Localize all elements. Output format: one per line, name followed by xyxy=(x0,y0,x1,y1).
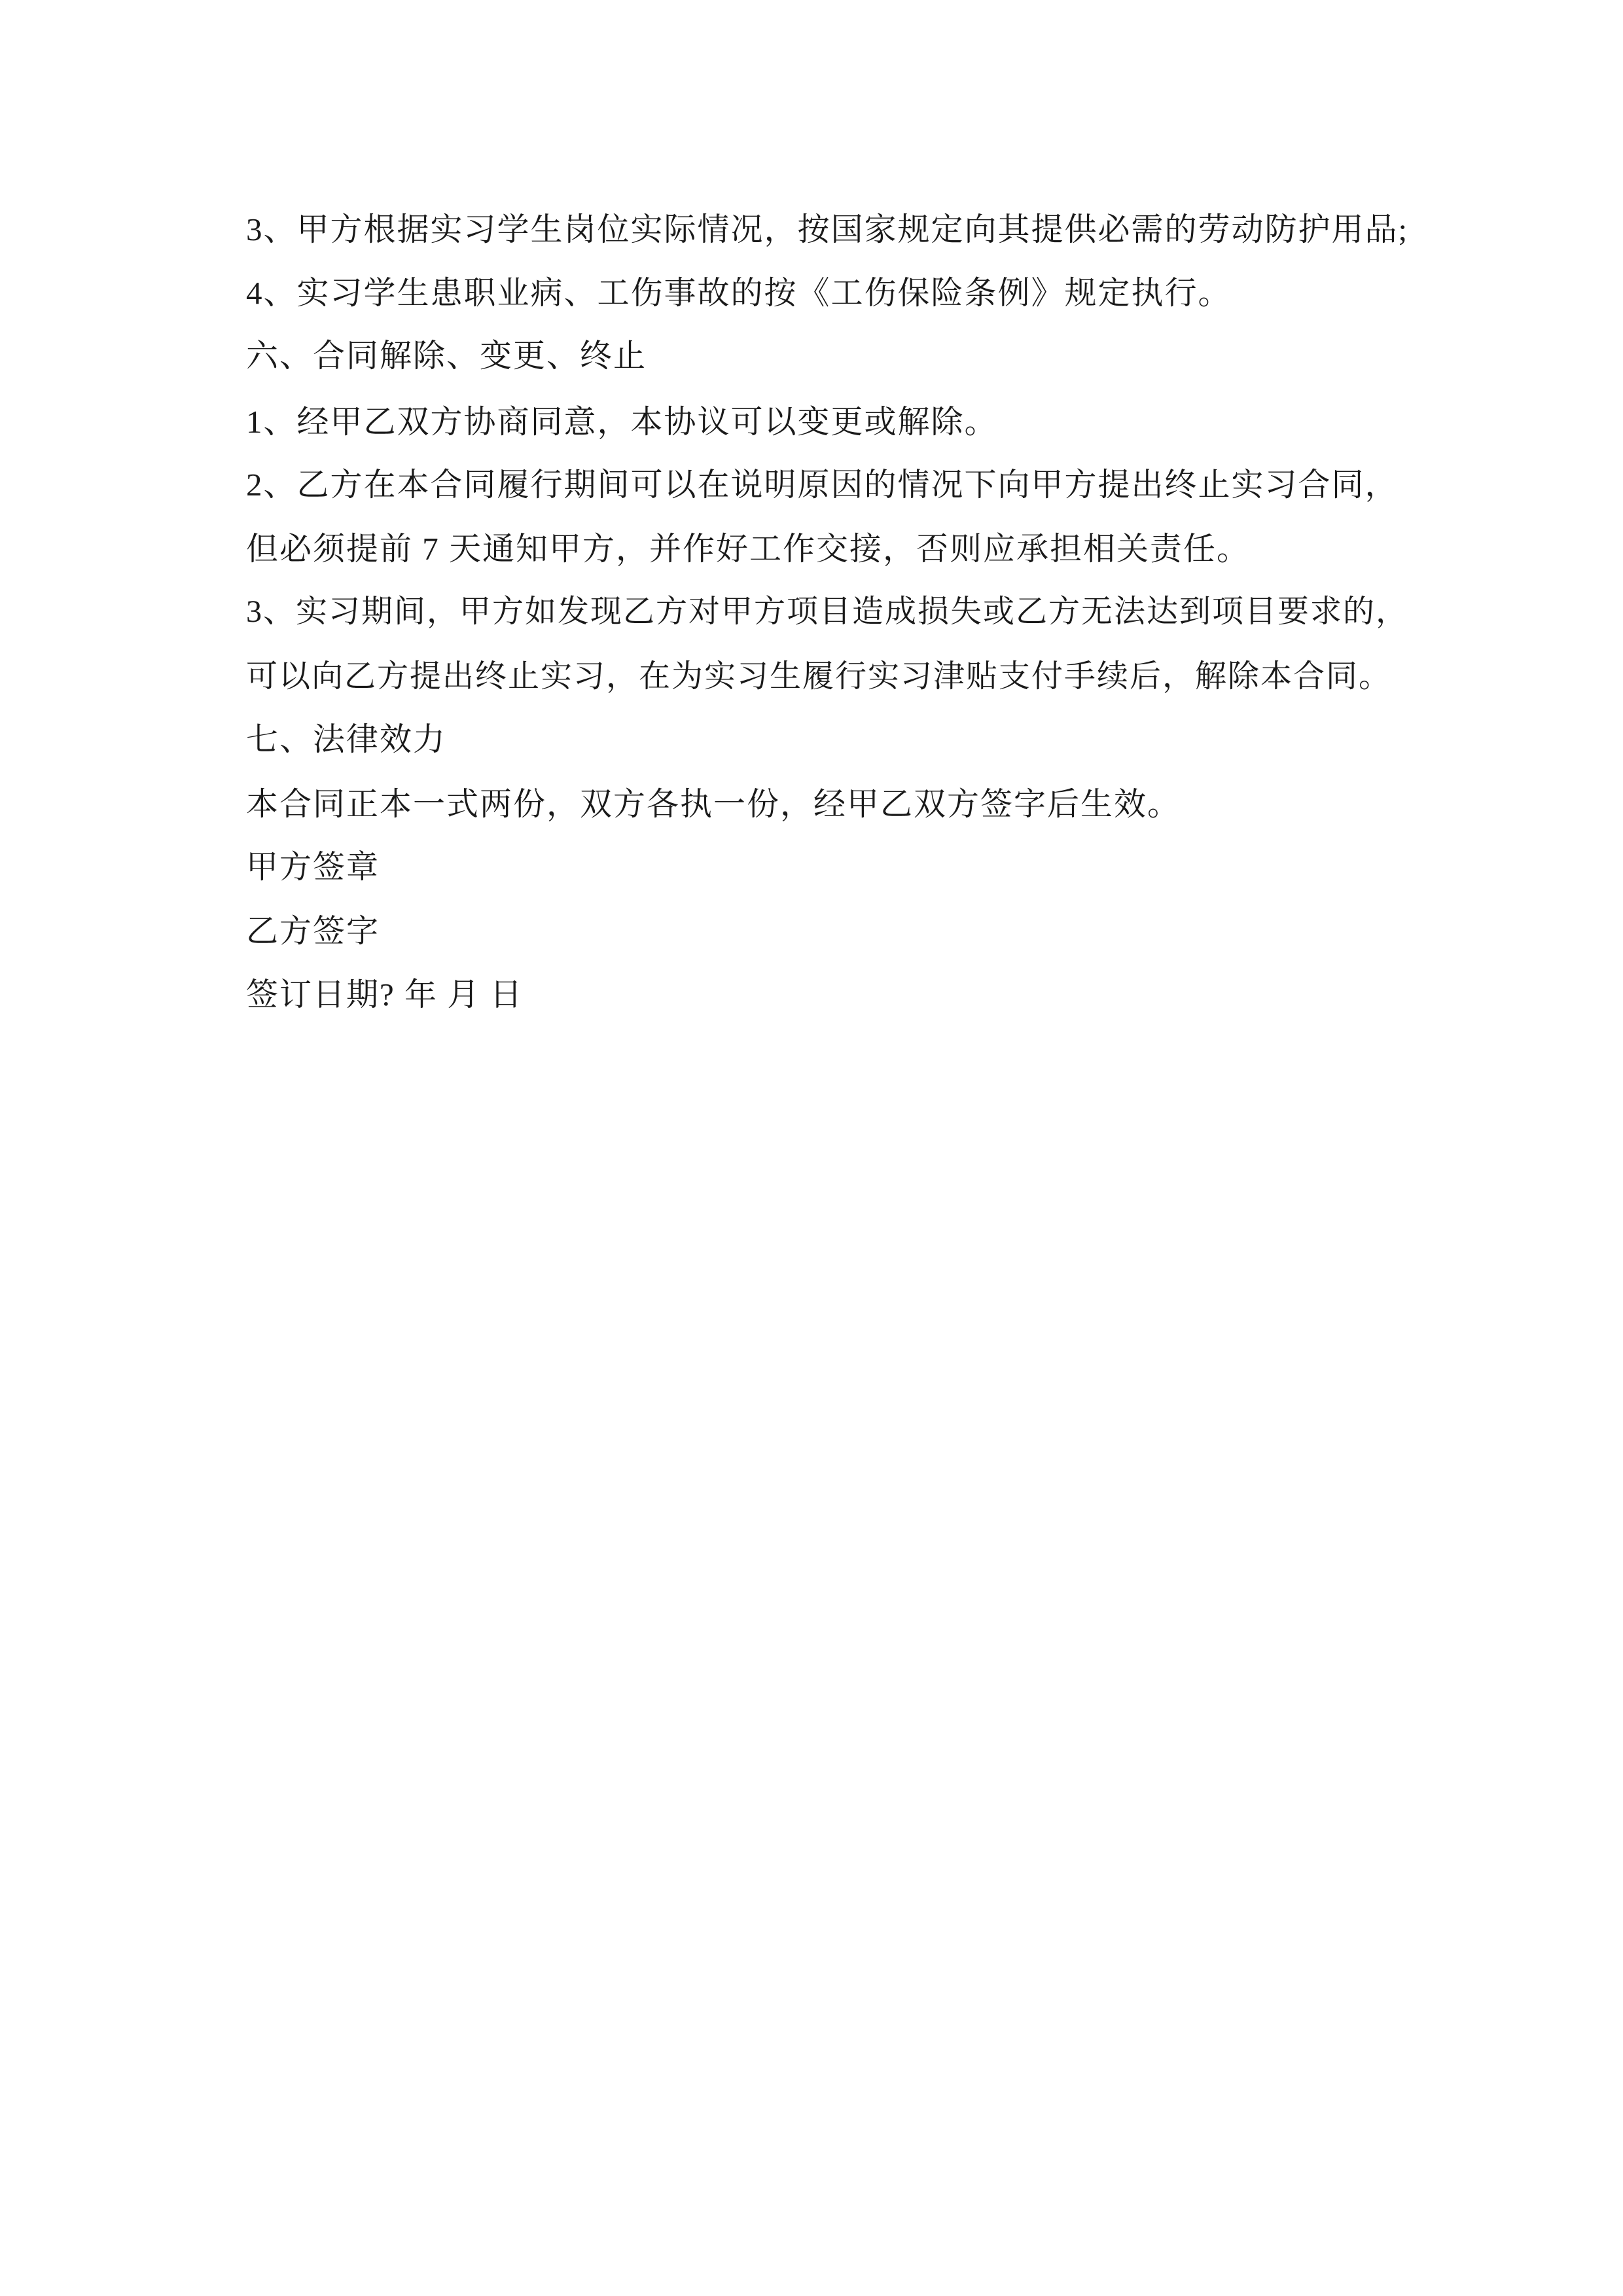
clause-5-4-text: 4、实习学生患职业病、工伤事故的按《工伤保险条例》规定执行。 xyxy=(246,275,1232,311)
signing-date-label: 签订日期? 年 月 日 xyxy=(246,977,524,1013)
section-7-heading: 七、法律效力 xyxy=(246,721,447,757)
clause-6-3-text-continued: 可以向乙方提出终止实习，在为实习生履行实习津贴支付手续后，解除本合同。 xyxy=(246,659,1392,694)
section-7-text: 本合同正本一式两份，双方各执一份，经甲乙双方签字后生效。 xyxy=(246,786,1181,822)
clause-6-2-text-continued: 但必须提前 7 天通知甲方，并作好工作交接，否则应承担相关责任。 xyxy=(246,531,1251,567)
party-a-signature-label: 甲方签章 xyxy=(246,849,380,885)
clause-6-1-text: 1、经甲乙双方协商同意，本协议可以变更或解除。 xyxy=(246,404,998,440)
clause-6-3-text: 3、实习期间，甲方如发现乙方对甲方项目造成损失或乙方无法达到项目要求的， xyxy=(246,594,1409,629)
section-6-heading: 六、合同解除、变更、终止 xyxy=(246,338,647,374)
clause-6-2-text: 2、乙方在本合同履行期间可以在说明原因的情况下向甲方提出终止实习合同， xyxy=(246,467,1399,503)
party-b-signature-label: 乙方签字 xyxy=(246,913,380,949)
clause-5-3-text: 3、甲方根据实习学生岗位实际情况，按国家规定向其提供必需的劳动防护用品; xyxy=(246,211,1409,247)
